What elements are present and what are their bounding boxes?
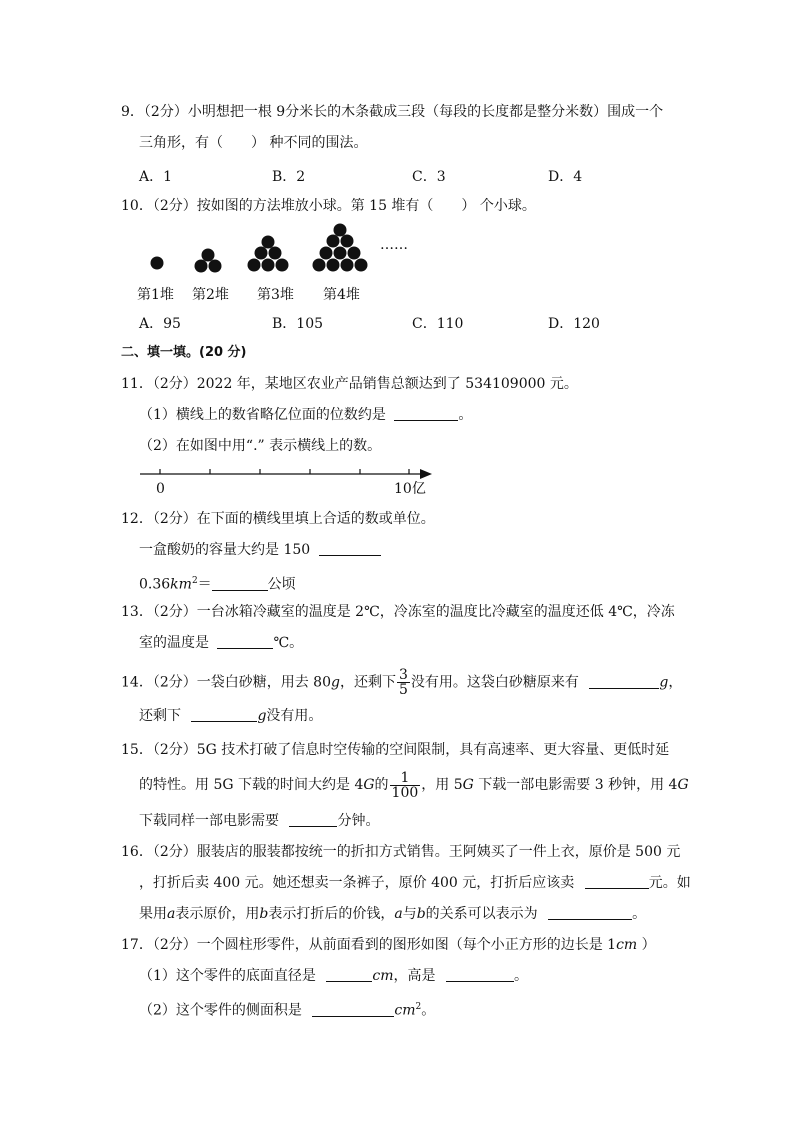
q14-comma: ， [668, 674, 683, 691]
q16-var-a: a [167, 906, 176, 922]
q17-blank-height[interactable] [446, 967, 514, 982]
section2-title: 二、填一填。(20 分) [121, 345, 247, 360]
q11-text: 11．（2分）2022 年，某地区农业产品销售总额达到了 534109000 元。 [121, 376, 578, 392]
q17-blank-diameter[interactable] [326, 967, 372, 982]
q12-text: 12．（2分）在下面的横线里填上合适的数或单位。 [121, 511, 435, 527]
q16-line2-label: ，打折后卖 400 元。她还想卖一条裤子，原价 400 元，打折后应该卖 [139, 875, 575, 891]
q15-unit-G: G [462, 777, 474, 793]
q10-option-a: A．95 [139, 316, 181, 332]
q12-unit: km [170, 576, 192, 593]
q17-part-b: ） [637, 937, 656, 953]
q16-var-a: a [394, 906, 403, 922]
q14-part-b: ，还剩下 [339, 674, 396, 691]
stack4-ball [341, 235, 354, 248]
q15-part-d: 下载一部电影需要 3 秒钟，用 4 [473, 777, 678, 793]
q17-sub1-end: 。 [513, 968, 528, 984]
q11-sub1 [139, 406, 472, 424]
q14-part-c: 没有用。这袋白砂糖原来有 [410, 674, 579, 691]
q11-sub1-end: 。 [458, 407, 473, 423]
q16-part-c: 表示打折后的价钱， [268, 906, 395, 922]
q15-fraction-denominator: 100 [391, 784, 419, 801]
q17-unit-exponent: 2 [415, 1002, 422, 1012]
stack4-ball [327, 235, 340, 248]
stack4-ball [320, 247, 333, 260]
q12-blank-1[interactable] [319, 541, 381, 556]
q14-line2 [139, 707, 322, 725]
q17-sub2-end: 。 [421, 1002, 436, 1019]
q17-sub1-height: ，高是 [393, 968, 436, 984]
q10-option-d: D．120 [548, 316, 600, 332]
q15-fraction-numerator: 1 [390, 771, 421, 786]
q17-unit-cm: cm [616, 937, 638, 953]
q15-blank[interactable] [289, 812, 337, 827]
q12-hectare: 公顷 [267, 576, 296, 593]
q15-line1: 15．（2分）5G 技术打破了信息时空传输的空间限制，具有高速率、更大容量、更低时延 [121, 742, 670, 758]
q14-part-a: 14．（2分）一袋白砂糖，用去 80 [121, 674, 331, 691]
q16-part-e: 的关系可以表示为 [425, 906, 538, 922]
q9-line1: 9．（2分）小明想把一根 9分米长的木条截成三段（每段的长度都是整分米数）围成一个 [121, 104, 664, 120]
stack2-ball [195, 260, 208, 273]
stack3-ball [248, 259, 261, 272]
q11-sub1-label: （1）横线上的数省略亿位面的位数约是 [139, 407, 386, 423]
stack4-ball [334, 224, 347, 237]
q17-part-a: 17．（2分）一个圆柱形零件，从前面看到的图形如图（每个小正方形的边长是 1 [121, 937, 617, 953]
q9-line2: 三角形，有（ ） 种不同的围法。 [139, 135, 368, 151]
stack3-ball [262, 259, 275, 272]
q15-part-a: 的特性。用 5G 下载的时间大约是 4 [139, 777, 364, 793]
q12-blank-2[interactable] [212, 576, 268, 591]
q15-unit-G: G [677, 777, 689, 793]
stack4-ball [313, 259, 326, 272]
q16-blank-1[interactable] [585, 874, 649, 889]
stack1-ball [151, 257, 164, 270]
q16-part-d: 与 [402, 906, 417, 922]
q16-line2 [139, 874, 691, 892]
stack4-ball [341, 259, 354, 272]
q17-blank-area[interactable] [312, 1002, 394, 1017]
q15-part-b: 的 [374, 777, 389, 793]
q14-blank-1[interactable] [589, 674, 659, 689]
q17-line1 [121, 936, 656, 954]
q17-unit-cm: cm [394, 1002, 416, 1019]
q14-unit-g: g [257, 708, 267, 724]
q16-var-b: b [259, 906, 269, 922]
q13-label: 室的温度是 [139, 635, 209, 651]
q12-line1 [139, 541, 381, 559]
q17-sub2 [139, 998, 435, 1020]
q17-sub2-label: （2）这个零件的侧面积是 [139, 1002, 302, 1019]
q15-part-c: ，用 5 [421, 777, 463, 793]
q16-line2-end: 元。如 [648, 875, 691, 891]
q16-part-a: 果用 [139, 906, 167, 922]
q10-option-b: B．105 [272, 316, 324, 332]
q10-caption-4: 第4堆 [323, 287, 360, 303]
stack2-ball [202, 249, 215, 262]
stack3-ball [262, 236, 275, 249]
ball-stacks-figure [140, 222, 420, 274]
q12-line1-label: 一盒酸奶的容量大约是 150 [139, 542, 311, 558]
q16-var-b: b [416, 906, 426, 922]
q13-unit: ℃。 [273, 635, 304, 651]
q16-part-b: 表示原价，用 [175, 906, 260, 922]
q9-option-d: D．4 [548, 169, 583, 185]
stack3-ball [269, 247, 282, 260]
q14-blank-2[interactable] [191, 707, 257, 722]
stack3-ball [255, 247, 268, 260]
q14-unit-g: g [331, 674, 340, 691]
stack2-ball [209, 260, 222, 273]
q16-line3 [139, 905, 646, 923]
q15-fraction [390, 771, 421, 800]
q13-line1: 13．（2分）一台冰箱冷藏室的温度是 2℃，冷冻室的温度比冷藏室的温度还低 4℃，冷冻 [121, 604, 675, 620]
q9-option-a: A．1 [139, 169, 173, 185]
q13-blank[interactable] [217, 634, 273, 649]
q12-unit-exponent: 2 [191, 576, 198, 586]
q10-option-c: C．110 [412, 316, 464, 332]
q12-line2 [139, 572, 296, 594]
q14-fraction-numerator: 3 [398, 667, 408, 683]
q10-ellipsis: …… [380, 237, 408, 253]
q17-sub1-label: （1）这个零件的底面直径是 [139, 968, 316, 984]
q14-unit-g: g [659, 674, 669, 691]
q11-sub1-blank[interactable] [394, 406, 458, 421]
q14-line1 [121, 668, 682, 697]
stack3-ball [276, 259, 289, 272]
q16-line1: 16．（2分）服装店的服装都按统一的折扣方式销售。王阿姨买了一件上衣，原价是 500 元 [121, 844, 681, 860]
q13-line2 [139, 634, 303, 652]
stack4-ball [334, 247, 347, 260]
q14-fraction-denominator: 5 [398, 682, 408, 698]
q16-part-f: 。 [632, 906, 647, 922]
number-line-start-label: 0 [156, 481, 165, 497]
q10-caption-1: 第1堆 [137, 287, 174, 303]
q12-value: 0.36 [139, 576, 171, 593]
q14-line2-end: 没有用。 [266, 708, 323, 724]
q10-caption-3: 第3堆 [257, 287, 294, 303]
q17-sub1 [139, 967, 528, 985]
q11-sub2: （2）在如图中用“.” 表示横线上的数。 [139, 438, 382, 454]
q15-line3 [139, 812, 379, 830]
q14-fraction [397, 668, 410, 697]
number-line [140, 464, 435, 484]
q12-equals: ＝ [197, 576, 212, 593]
q15-line2 [139, 770, 689, 800]
number-line-end-label: 10亿 [394, 481, 426, 497]
q10-text: 10．（2分）按如图的方法堆放小球。第 15 堆有（ ） 个小球。 [121, 198, 536, 214]
number-line-arrow [420, 469, 432, 479]
q9-option-c: C．3 [412, 169, 446, 185]
q15-line3-label: 下载同样一部电影需要 [139, 813, 279, 829]
q17-unit-cm: cm [372, 968, 394, 984]
q15-unit-G: G [363, 777, 375, 793]
q10-caption-2: 第2堆 [192, 287, 229, 303]
q15-line3-end: 分钟。 [337, 813, 380, 829]
q16-blank-2[interactable] [548, 905, 632, 920]
stack4-ball [327, 259, 340, 272]
q9-option-b: B．2 [272, 169, 306, 185]
q14-line2-label: 还剩下 [139, 708, 181, 724]
stack4-ball [355, 259, 368, 272]
stack4-ball [348, 247, 361, 260]
